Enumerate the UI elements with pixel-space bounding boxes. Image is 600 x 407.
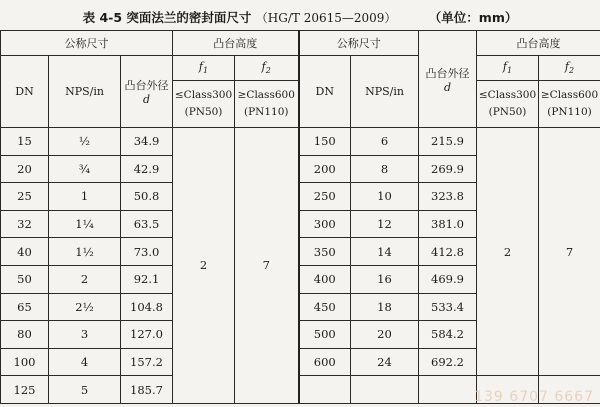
left-nps-cell: ¾	[49, 155, 121, 183]
left-f2-value: 7	[235, 128, 299, 404]
table-number: 表 4-5	[82, 10, 123, 25]
left-d-cell: 157.2	[121, 348, 173, 376]
left-d-cell: 127.0	[121, 321, 173, 349]
right-nps-cell: 6	[351, 128, 419, 156]
right-d-cell: 269.9	[419, 155, 477, 183]
right-f1-class-label: ≤Class300	[478, 89, 537, 101]
left-f2-class-label: ≥Class600	[237, 89, 295, 101]
right-boss-height-header: 凸台高度	[477, 31, 600, 56]
table-unit: （单位：mm）	[428, 10, 518, 25]
header-row-1	[1, 31, 600, 56]
right-empty-cell	[299, 376, 351, 404]
right-boss-od-header	[419, 31, 477, 128]
table-standard: （HG/T 20615—2009）	[255, 11, 397, 25]
left-nps-cell: 3	[49, 321, 121, 349]
right-dn-cell: 200	[299, 155, 351, 183]
right-d-cell: 381.0	[419, 210, 477, 238]
left-d-cell: 104.8	[121, 293, 173, 321]
left-nps-cell: 1¼	[49, 210, 121, 238]
left-nps-cell: 1	[49, 183, 121, 211]
left-d-cell: 42.9	[121, 155, 173, 183]
right-nps-cell: 12	[351, 210, 419, 238]
left-d-cell: 50.8	[121, 183, 173, 211]
right-f2-value: 7	[539, 128, 600, 376]
left-f1-class-label: ≤Class300	[174, 89, 233, 101]
right-d-cell: 412.8	[419, 238, 477, 266]
left-dn-cell: 25	[1, 183, 49, 211]
header-row-2	[1, 56, 600, 81]
right-f1-header	[477, 56, 539, 81]
right-dn-cell: 400	[299, 265, 351, 293]
left-nps-cell: 5	[49, 376, 121, 404]
sealing-face-table	[0, 30, 600, 404]
left-f1-value: 2	[173, 128, 235, 404]
right-f2-subscript: 2	[568, 66, 575, 76]
right-dn-cell: 450	[299, 293, 351, 321]
right-nps-cell: 14	[351, 238, 419, 266]
right-dn-cell: 250	[299, 183, 351, 211]
right-dn-cell: 300	[299, 210, 351, 238]
left-f2-pn-label: (PN110)	[244, 106, 289, 118]
right-dn-header: DN	[299, 56, 351, 128]
table-title: 突面法兰的密封面尺寸	[126, 10, 252, 25]
left-dn-cell: 40	[1, 238, 49, 266]
watermark-text: 139 6707 6667	[474, 389, 594, 405]
left-f1-class	[173, 81, 235, 128]
left-d-cell: 92.1	[121, 265, 173, 293]
right-d-cell: 533.4	[419, 293, 477, 321]
right-dn-cell: 150	[299, 128, 351, 156]
left-dn-cell: 15	[1, 128, 49, 156]
right-f1-symbol: f	[502, 60, 507, 74]
right-d-cell: 323.8	[419, 183, 477, 211]
left-nps-cell: 2½	[49, 293, 121, 321]
left-boss-height-header: 凸台高度	[173, 31, 299, 56]
table-row	[1, 128, 600, 156]
left-nps-header: NPS/in	[49, 56, 121, 128]
right-d-symbol: d	[443, 80, 452, 94]
left-f1-subscript: 1	[202, 66, 209, 76]
left-dn-cell: 50	[1, 265, 49, 293]
right-nps-cell: 10	[351, 183, 419, 211]
right-nps-cell: 16	[351, 265, 419, 293]
right-d-cell: 692.2	[419, 348, 477, 376]
right-dn-cell: 500	[299, 321, 351, 349]
right-boss-od-label: 凸台外径	[425, 66, 470, 80]
left-dn-header: DN	[1, 56, 49, 128]
left-nominal-size-header: 公称尺寸	[1, 31, 173, 56]
right-f1-subscript: 1	[506, 66, 513, 76]
left-boss-od-label: 凸台外径	[124, 79, 169, 92]
right-f1-class	[477, 81, 539, 128]
left-boss-od-header	[121, 56, 173, 128]
left-d-cell: 34.9	[121, 128, 173, 156]
right-nps-cell: 24	[351, 348, 419, 376]
left-f1-pn-label: (PN50)	[184, 106, 223, 118]
left-f2-symbol: f	[261, 60, 266, 74]
left-dn-cell: 125	[1, 376, 49, 404]
right-d-cell: 584.2	[419, 321, 477, 349]
left-d-symbol: d	[142, 93, 151, 106]
left-f2-subscript: 2	[265, 66, 271, 76]
right-d-cell: 469.9	[419, 265, 477, 293]
table-caption	[0, 8, 600, 26]
left-d-cell: 63.5	[121, 210, 173, 238]
right-nps-header: NPS/in	[351, 56, 419, 128]
left-dn-cell: 65	[1, 293, 49, 321]
right-f2-symbol: f	[564, 60, 569, 74]
left-f2-header	[235, 56, 299, 81]
right-empty-cell	[419, 376, 477, 404]
right-nps-cell: 8	[351, 155, 419, 183]
left-dn-cell: 80	[1, 321, 49, 349]
right-f1-pn-label: (PN50)	[488, 106, 527, 118]
right-dn-cell: 350	[299, 238, 351, 266]
right-nps-cell: 20	[351, 321, 419, 349]
right-f2-header	[539, 56, 600, 81]
right-f1-value: 2	[477, 128, 539, 376]
left-nps-cell: 2	[49, 265, 121, 293]
right-empty-cell	[351, 376, 419, 404]
right-f2-pn-label: (PN110)	[547, 106, 592, 118]
left-nps-cell: 1½	[49, 238, 121, 266]
right-nominal-size-header: 公称尺寸	[299, 31, 419, 56]
left-dn-cell: 20	[1, 155, 49, 183]
right-d-cell: 215.9	[419, 128, 477, 156]
right-f2-class-label: ≥Class600	[540, 89, 599, 101]
left-nps-cell: 4	[49, 348, 121, 376]
left-d-cell: 185.7	[121, 376, 173, 404]
left-f1-symbol: f	[198, 60, 203, 74]
right-nps-cell: 18	[351, 293, 419, 321]
right-f2-class	[539, 81, 600, 128]
left-d-cell: 73.0	[121, 238, 173, 266]
left-f1-header	[173, 56, 235, 81]
left-f2-class	[235, 81, 299, 128]
left-dn-cell: 100	[1, 348, 49, 376]
left-nps-cell: ½	[49, 128, 121, 156]
right-dn-cell: 600	[299, 348, 351, 376]
left-dn-cell: 32	[1, 210, 49, 238]
